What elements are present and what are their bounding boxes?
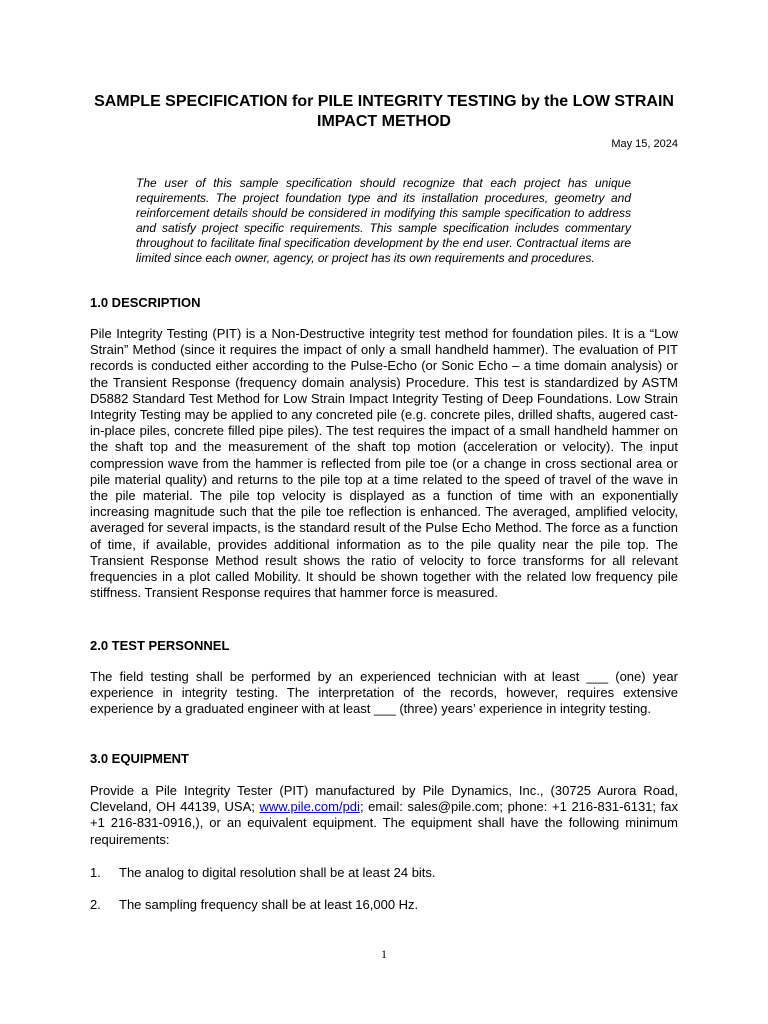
equipment-text-start: Provide a Pile Integrity Tester (PIT) manufactured by Pile Dynamics, Inc., (30725 Aurora Road, Cleveland, OH 44139, USA;	[90, 783, 678, 815]
section-heading-personnel: 2.0 TEST PERSONNEL	[90, 638, 230, 653]
section-heading-description: 1.0 DESCRIPTION	[90, 295, 201, 310]
document-date: May 15, 2024	[611, 138, 678, 150]
requirement-number: 2.	[90, 897, 101, 912]
equipment-text-end: ; email: sales@pile.com; phone: +1 216-831-6131; fax +1 216-831-0916,), or an equivalent equipment. The equipment shall have the following minimum requirements:	[90, 799, 678, 847]
description-paragraph: Pile Integrity Testing (PIT) is a Non-Destructive integrity test method for foundation piles. It is a “Low Strain” Method (since it requires the impact of only a small handheld hammer). The evaluation of PIT records is conducted either according to the Pulse-Echo (or Sonic Echo – a time domain analysis) or the Transient Response (frequency domain analysis) Procedure. This test is standardized by ASTM D5882 Standard Test Method for Low Strain Impact Integrity Testing of Deep Foundations. Low Strain Integrity Testing may be applied to any concreted pile (e.g. concrete piles, drilled shafts, augered cast-in-place piles, concrete filled pipe piles). The test requires the impact of a small handheld hammer on the shaft top and the measurement of the shaft top motion (acceleration or velocity). The input compression wave from the hammer is reflected from pile toe (or a change in cross sectional area or pile material quality) and returns to the pile top at a time related to the speed of travel of the wave in the pile material. The pile top velocity is displayed as a function of time with an exponentially increasing magnitude such that the pile toe reflection is enhanced. The averaged, amplified velocity, averaged for several impacts, is the standard result of the Pulse Echo Method. The force as a function of time, if available, provides additional information as to the pile quality near the pile top. The Transient Response Method result shows the ratio of velocity to force transforms for all relevant frequencies in a plot called Mobility. It should be shown together with the related low frequency pile stiffness. Transient Response requires that hammer force is measured.	[90, 326, 678, 601]
document-title: SAMPLE SPECIFICATION for PILE INTEGRITY TESTING by the LOW STRAIN IMPACT METHOD	[94, 93, 674, 130]
section-heading-equipment: 3.0 EQUIPMENT	[90, 751, 189, 766]
intro-note: The user of this sample specification should recognize that each project has unique requirements. The project foundation type and its installation procedures, geometry and reinforcement details should be considered in modifying this sample specification to address and satisfy project specific requirements. This sample specification includes commentary throughout to facilitate final specification development by the end user. Contractual items are limited since each owner, agency, or project has its own requirements and procedures.	[136, 176, 631, 265]
personnel-paragraph: The field testing shall be performed by an experienced technician with at least ___ (one) year experience in integrity testing. The interpretation of the records, however, requires extensive experience by a graduated engineer with at least ___ (three) years’ experience in integrity testing.	[90, 669, 678, 717]
requirement-item	[90, 865, 678, 881]
requirement-item	[90, 897, 678, 913]
requirement-text: The sampling frequency shall be at least 16,000 Hz.	[119, 897, 419, 912]
pdi-website-link[interactable]: www.pile.com/pdi	[259, 799, 360, 815]
requirement-number: 1.	[90, 865, 101, 880]
equipment-paragraph	[90, 783, 678, 848]
page-number: 1	[381, 947, 387, 961]
requirement-text: The analog to digital resolution shall be at least 24 bits.	[119, 865, 436, 880]
